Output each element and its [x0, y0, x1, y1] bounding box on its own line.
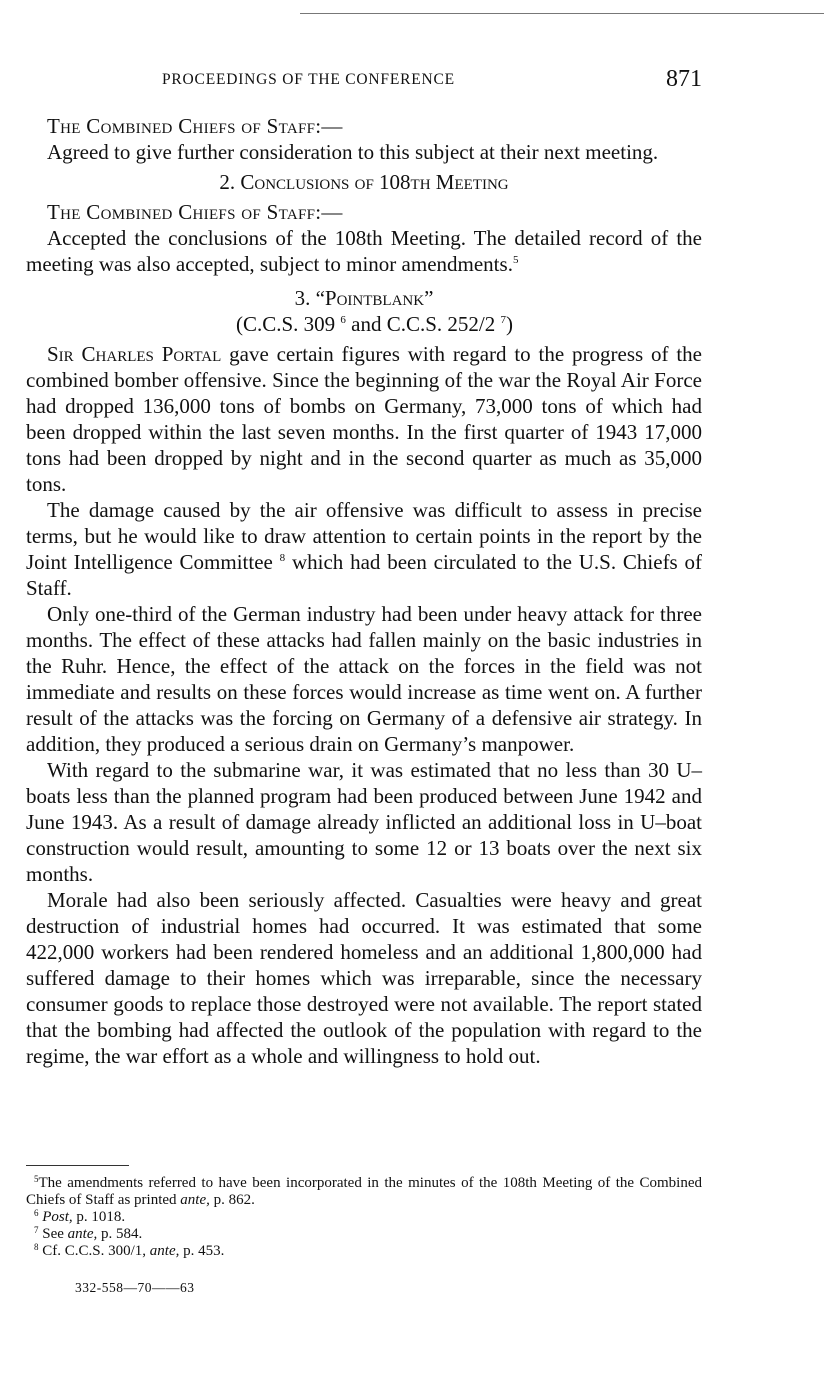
- page-number: 871: [666, 66, 702, 92]
- footnote-5-text-b: p. 862.: [209, 1192, 255, 1208]
- footnote-5-text-a: The amendments referred to have been incorporated in the minutes of the 108th Meeting of the Combined Chiefs of Staff as printed: [26, 1175, 702, 1208]
- footnotes: [26, 1175, 702, 1260]
- paragraph-accepted: [26, 225, 702, 277]
- paragraph-morale: Morale had also been seriously affected. Casualties were heavy and great destruction of industrial homes had occurred. It was estimated that some 422,000 workers had been rendered homeless and an additional 1,800,000 had suffered damage to their homes which was irreparable, since the necessary consumer goods to replace those destroyed were not available. The report stated that the bombing had affected the outlook of the population with regard to the regime, the war effort as a whole and willingness to hold out.: [26, 888, 702, 1068]
- paragraph-damage: [26, 497, 702, 601]
- footnote-rule: [26, 1165, 129, 1166]
- footnote-5: [26, 1175, 702, 1209]
- footnote-ref-6: 6: [340, 314, 346, 326]
- footnote-8-ante: ante,: [149, 1243, 180, 1259]
- top-rule: [300, 13, 824, 14]
- footnote-7-number: 7: [34, 1225, 39, 1235]
- footnote-6-text: p. 1018.: [72, 1209, 126, 1225]
- paragraph-portal: [26, 341, 702, 497]
- footnote-ref-5: 5: [512, 254, 519, 266]
- speaker-combined-chiefs-1: The Combined Chiefs of Staff:—: [47, 114, 343, 138]
- paragraph-agreed: Agreed to give further consideration to this subject at their next meeting.: [47, 140, 659, 164]
- paragraph-industry: Only one-third of the German industry had been under heavy attack for three months. The effect of these attacks had fallen mainly on the basic industries in the Ruhr. Hence, the effect of the attack on the forces in the field was not immediate and results on these forces would increase as time went on. A further result of the attacks was the forcing on Germany of a defensive air strategy. In addition, they produced a serious drain on Germany’s manpower.: [26, 602, 702, 756]
- running-head: [26, 66, 702, 100]
- section-3-heading: 3. “Pointblank”: [294, 286, 434, 310]
- section-3-ref-a: (C.C.S. 309: [235, 312, 336, 336]
- footnote-7-ante: ante,: [67, 1226, 98, 1242]
- section-2-heading: 2. Conclusions of 108th Meeting: [219, 170, 509, 194]
- footnote-6: [26, 1209, 702, 1226]
- footnote-8-number: 8: [34, 1242, 39, 1252]
- footnote-8-text-b: p. 453.: [179, 1243, 225, 1259]
- footnote-6-post: Post,: [42, 1209, 73, 1225]
- section-3-ref-b: and C.C.S. 252/2: [345, 312, 496, 336]
- paragraph-damage-text-b: which had been circulated to the U.S. Chiefs of Staff.: [26, 550, 703, 600]
- paragraph-portal-text: gave certain figures with regard to the progress of the combined bomber offensive. Since the beginning of the war the Royal Air Force had dropped 136,000 tons of bombs on Germany, 73,000 tons of which had been dropped within the last seven months. In the first quarter of 1943 17,000 tons had been dropped by night and in the second quarter as much as 35,000 tons.: [26, 342, 702, 496]
- footnote-ref-7: 7: [500, 314, 507, 326]
- paragraph-accepted-text: Accepted the conclusions of the 108th Meeting. The detailed record of the meeting was also accepted, subject to minor amendments.: [26, 226, 702, 276]
- section-3-ref-c: ): [506, 312, 514, 336]
- speaker-combined-chiefs-2: The Combined Chiefs of Staff:—: [47, 200, 343, 224]
- body-text: [26, 113, 702, 1069]
- footnote-7-text-a: See: [42, 1226, 68, 1242]
- footnote-6-number: 6: [34, 1208, 39, 1218]
- footnote-ref-8: 8: [279, 552, 286, 564]
- footnote-5-number: 5: [34, 1174, 39, 1184]
- footnote-8-text-a: Cf. C.C.S. 300/1,: [42, 1243, 150, 1259]
- print-code: 332-558—70——63: [75, 1280, 195, 1295]
- speaker-portal: Sir Charles Portal: [47, 342, 222, 366]
- footnote-8: [26, 1243, 702, 1260]
- running-title: PROCEEDINGS OF THE CONFERENCE: [162, 71, 455, 88]
- paragraph-damage-text-a: The damage caused by the air offensive was difficult to assess in precise terms, but he would like to draw attention to certain points in the report by the Joint Intelligence Committee: [26, 498, 702, 574]
- footnote-5-ante: ante,: [180, 1192, 210, 1208]
- footnote-7: [26, 1226, 702, 1243]
- section-3-reference: [26, 311, 702, 337]
- paragraph-submarine: With regard to the submarine war, it was estimated that no less than 30 U–boats less than the planned program had been produced between June 1942 and June 1943. As a result of damage already inflicted an additional loss in U–boat construction would result, amounting to some 12 or 13 boats over the next six months.: [26, 758, 702, 886]
- footnote-7-text-b: p. 584.: [97, 1226, 143, 1242]
